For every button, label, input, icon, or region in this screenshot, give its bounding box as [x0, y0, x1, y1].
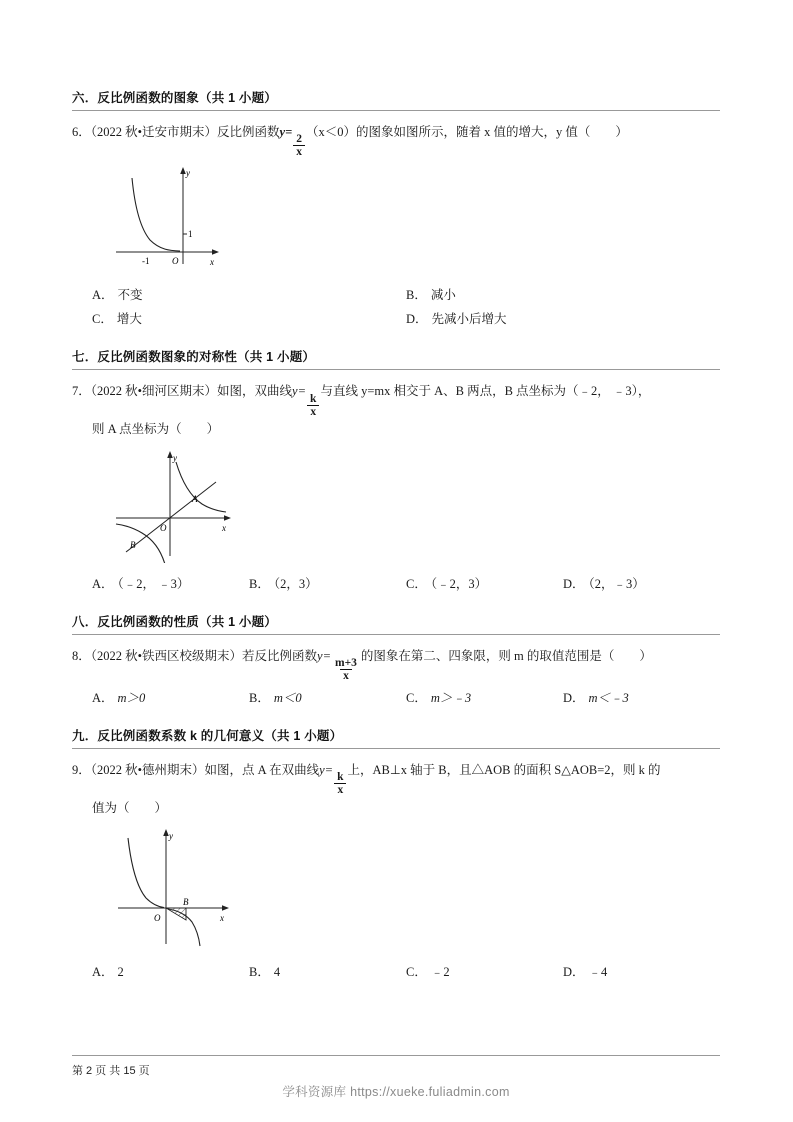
choice-9-d-label: D．	[563, 965, 585, 980]
svg-text:O: O	[154, 913, 161, 924]
svg-text:y: y	[173, 452, 177, 463]
choice-8-a-text: m＞0	[117, 691, 146, 706]
page-number: 第 2 页 共 15 页	[72, 1065, 150, 1077]
svg-text:x: x	[220, 913, 224, 924]
question-6-choices-row-2	[92, 309, 720, 327]
question-9-choices	[92, 962, 720, 980]
choice-7-c-label: C．	[406, 576, 427, 591]
svg-text:y: y	[169, 831, 173, 842]
question-9-fraction-numerator: k	[337, 771, 344, 784]
page-footer	[72, 1055, 720, 1099]
question-7-text-line2: 则 A 点坐标为（ ）	[92, 421, 220, 436]
question-9-source: （2022 秋•德州期末）	[90, 763, 205, 778]
question-7-fraction-numerator: k	[310, 392, 317, 405]
choice-6-c-text: 增大	[116, 312, 142, 327]
question-6-fraction-numerator: 2	[296, 133, 302, 146]
choice-9-a-label: A．	[92, 965, 114, 980]
choice-8-c-text: m＞﹣3	[430, 691, 472, 706]
question-9-fraction-denominator: x	[334, 783, 346, 796]
question-6-source: （2022 秋•迁安市期末）	[90, 125, 218, 139]
choice-6-a[interactable]	[92, 285, 406, 303]
choice-8-d-text: m＜﹣3	[588, 691, 629, 706]
choice-6-a-label: A．	[92, 288, 114, 303]
question-9-line1	[72, 759, 720, 796]
svg-text:O: O	[172, 256, 179, 267]
choice-6-a-text: 不变	[117, 288, 143, 303]
question-7-number: 7．	[72, 384, 91, 399]
question-7	[72, 380, 720, 441]
choice-9-b-text: 4	[273, 965, 281, 980]
choice-6-d[interactable]	[406, 309, 720, 327]
choice-7-d[interactable]	[563, 574, 720, 592]
question-9-text-before: 如图，点 A 在双曲线	[204, 763, 320, 778]
question-9-fraction	[334, 771, 346, 796]
choice-6-c-label: C．	[92, 312, 113, 327]
choice-8-d[interactable]	[563, 688, 720, 706]
choice-8-d-label: D．	[563, 691, 585, 706]
choice-7-a-text: （﹣2， ﹣3）	[117, 576, 190, 591]
question-8-formula-lead: y=	[317, 648, 332, 663]
question-6	[72, 121, 720, 158]
choice-9-c[interactable]	[406, 962, 563, 980]
choice-6-d-text: 先减小后增大	[431, 312, 507, 327]
footer-inner	[72, 1062, 720, 1099]
question-8-line1	[72, 645, 720, 682]
svg-text:-1: -1	[142, 256, 150, 267]
question-7-fraction	[307, 393, 319, 418]
choice-9-a-text: 2	[117, 965, 124, 980]
choice-8-b[interactable]	[249, 688, 406, 706]
choice-7-d-text: （2，﹣3）	[588, 576, 645, 591]
choice-7-c[interactable]	[406, 574, 563, 592]
question-9-number: 9．	[72, 763, 91, 778]
section-heading-8: 八．反比例函数的性质（共 1 小题）	[72, 612, 720, 635]
question-8-text-after: 的图象在第二、四象限，则 m 的取值范围是（ ）	[360, 648, 652, 663]
question-6-line1	[72, 121, 720, 158]
hyperbola-second-quadrant-svg	[98, 164, 248, 274]
svg-text:A: A	[192, 493, 198, 504]
question-6-choices-row-1	[92, 285, 720, 303]
choice-8-a-label: A．	[92, 691, 114, 706]
choice-7-a-label: A．	[92, 576, 114, 591]
svg-text:O: O	[160, 522, 167, 533]
question-8-source: （2022 秋•铁西区校级期末）	[90, 648, 243, 663]
choice-9-d[interactable]	[563, 962, 720, 980]
choice-8-b-label: B．	[249, 691, 270, 706]
question-9-text-line2: 值为（ ）	[92, 800, 168, 815]
figure-6	[98, 164, 720, 279]
choice-7-b[interactable]	[249, 574, 406, 592]
page-content	[72, 88, 720, 980]
question-8-choices-row	[92, 688, 720, 706]
choice-8-c-label: C．	[406, 691, 427, 706]
choice-6-b-text: 减小	[430, 288, 456, 303]
question-9-text-mid: 上，AB⊥x 轴于 B，且△AOB 的面积 S△AOB=2，则 k 的	[347, 763, 661, 778]
hyperbola-line-intersection-svg	[98, 448, 268, 563]
question-6-choices	[92, 285, 720, 327]
question-7-line1	[72, 380, 720, 417]
choice-7-a[interactable]	[92, 574, 249, 592]
question-8-fraction-denominator: x	[340, 669, 352, 682]
question-8-choices	[92, 688, 720, 706]
hyperbola-triangle-area-svg	[98, 826, 268, 951]
question-9-line2	[72, 797, 720, 821]
choice-9-b-label: B．	[249, 965, 270, 980]
choice-7-d-label: D．	[563, 576, 585, 591]
question-6-number: 6．	[72, 125, 91, 139]
svg-text:1: 1	[188, 229, 193, 240]
question-8-number: 8．	[72, 648, 91, 663]
question-6-text-before: 反比例函数	[217, 125, 280, 139]
question-9-choices-row	[92, 962, 720, 980]
question-7-line2	[72, 418, 720, 442]
question-9-formula-lead: y=	[319, 763, 334, 778]
choice-6-d-label: D．	[406, 312, 428, 327]
question-7-choices-row	[92, 574, 720, 592]
svg-text:x: x	[210, 257, 214, 268]
question-6-text-after: （x＜0）的图象如图所示，随着 x 值的增大，y 值（ ）	[305, 125, 628, 139]
choice-9-c-label: C．	[406, 965, 427, 980]
question-8-fraction-numerator: m+3	[335, 656, 357, 669]
section-heading-6: 六．反比例函数的图象（共 1 小题）	[72, 88, 720, 111]
question-9	[72, 759, 720, 820]
question-6-fraction	[293, 133, 305, 158]
question-7-text-mid: 与直线 y=mx 相交于 A、B 两点，B 点坐标为（﹣2， ﹣3），	[320, 384, 651, 399]
section-heading-9: 九．反比例函数系数 k 的几何意义（共 1 小题）	[72, 726, 720, 749]
question-7-text-before: 如图，双曲线	[217, 384, 293, 399]
question-6-fraction-denominator: x	[293, 145, 305, 158]
choice-9-a[interactable]	[92, 962, 249, 980]
choice-8-c[interactable]	[406, 688, 563, 706]
choice-7-b-text: （2，3）	[273, 576, 318, 591]
section-heading-7: 七．反比例函数图象的对称性（共 1 小题）	[72, 347, 720, 370]
choice-6-c[interactable]	[92, 309, 406, 327]
figure-9	[98, 826, 720, 956]
svg-text:B: B	[183, 897, 189, 908]
choice-7-b-label: B．	[249, 576, 270, 591]
figure-7	[98, 448, 720, 568]
question-8-text-before: 若反比例函数	[242, 648, 318, 663]
svg-text:y: y	[186, 168, 190, 179]
question-7-formula-lead: y=	[292, 384, 307, 399]
choice-9-b[interactable]	[249, 962, 406, 980]
choice-6-b[interactable]	[406, 285, 720, 303]
question-7-choices	[92, 574, 720, 592]
choice-7-c-text: （﹣2，3）	[430, 576, 488, 591]
question-8	[72, 645, 720, 682]
svg-text:x: x	[222, 522, 226, 533]
question-6-formula-lead: y=	[279, 125, 293, 139]
question-7-fraction-denominator: x	[307, 405, 319, 418]
watermark-text: 学科资源库 https://xueke.fuliadmin.com	[282, 1085, 510, 1099]
choice-8-a[interactable]	[92, 688, 249, 706]
choice-8-b-text: m＜0	[273, 691, 302, 706]
choice-9-c-text: ﹣2	[430, 965, 450, 980]
svg-text:B: B	[130, 539, 136, 550]
choice-9-d-text: ﹣4	[588, 965, 608, 980]
question-7-source: （2022 秋•细河区期末）	[90, 384, 218, 399]
choice-6-b-label: B．	[406, 288, 427, 303]
question-8-fraction	[332, 657, 360, 682]
